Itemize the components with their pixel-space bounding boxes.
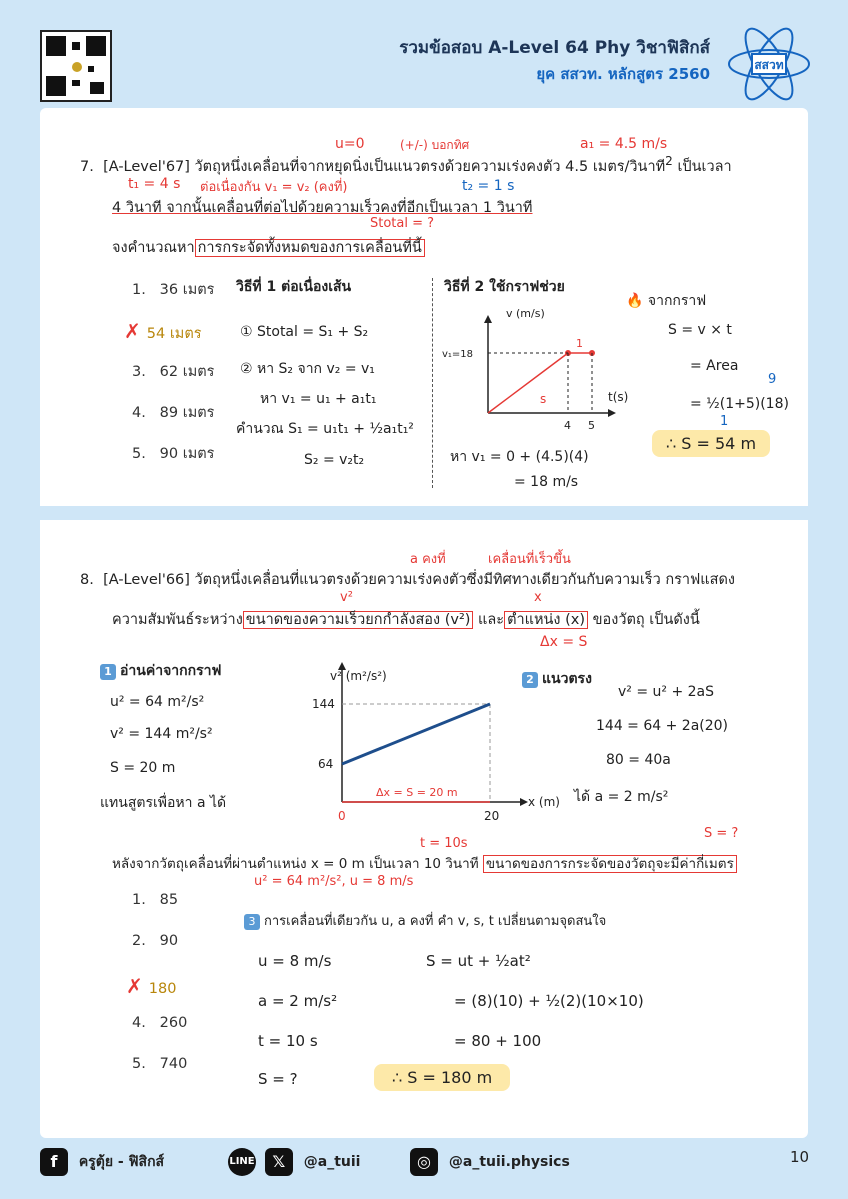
svg-text:สสวท: สสวท [754, 58, 784, 72]
method1-line: คำนวณ S₁ = u₁t₁ + ½a₁t₁² [236, 421, 414, 437]
y-tick-144: 144 [312, 697, 335, 711]
method1-line: หา v₁ = u₁ + a₁t₁ [260, 391, 377, 407]
q7-answer: ∴ S = 54 m [652, 430, 770, 457]
eq-title: 2 แนวตรง [522, 668, 592, 690]
annot-dx: Δx = S [540, 634, 588, 650]
step3-title: 3 การเคลื่อนที่เดียวกัน u, a คงที่ คำ v, s, t เปลี่ยนตามจุดสนใจ [244, 910, 606, 931]
footer-facebook[interactable]: f ครูตุ้ย - ฟิสิกส์ [40, 1148, 164, 1176]
y-tick-64: 64 [318, 757, 334, 771]
header-subtitle: ยุค สสวท. หลักสูตร 2560 [536, 65, 710, 83]
v1-label: v₁=18 [442, 349, 474, 360]
graph-calc-line: S = v × t [668, 322, 732, 338]
content-card [40, 108, 808, 1138]
graph-calc-line: = ½(1+5)(18) [690, 396, 789, 412]
x-tick-0: 0 [338, 809, 346, 823]
footer-instagram[interactable]: ◎ @a_tuii.physics [410, 1148, 570, 1176]
given-line: u = 8 m/s [258, 952, 332, 970]
read-line: แทนสูตรเพื่อหา a ได้ [100, 795, 227, 811]
annot-v1v2: ต่อเนื่องกัน v₁ = v₂ (คงที่) [200, 180, 348, 195]
read-title: 1 อ่านค่าจากกราฟ [100, 660, 221, 682]
x-tick-20: 20 [484, 809, 500, 823]
tick-5: 5 [588, 419, 595, 432]
q7-option-1[interactable]: 1. 36 เมตร [132, 282, 215, 298]
solve-line: = 80 + 100 [454, 1032, 542, 1050]
facebook-icon: f [40, 1148, 68, 1176]
annot-t10: t = 10s [420, 836, 468, 851]
method1-line: S₂ = v₂t₂ [304, 452, 365, 468]
question-divider [40, 506, 808, 520]
annot-stotal: Stotal = ? [370, 216, 435, 231]
x-axis-label: x (m) [528, 795, 560, 809]
method1-line: ① Stotal = S₁ + S₂ [240, 324, 369, 340]
given-line: S = ? [258, 1070, 298, 1088]
q7-line3: จงคำนวณหา การกระจัดทั้งหมดของการเคลื่อนที่นี้ [112, 236, 425, 259]
q8-option-1[interactable]: 1. 85 [132, 892, 179, 908]
solve-line: S = ut + ½at² [426, 952, 531, 970]
q7-line1: 7. [A-Level'67] วัตถุหนึ่งเคลื่อนที่จากหยุดนิ่งเป็นแนวตรงด้วยความเร่งคงตัว 4.5 เมตร/วินาที$^2$ เป็นเวลา [80, 154, 732, 175]
eq-line: 80 = 40a [606, 752, 671, 768]
dx-label: Δx = S = 20 m [376, 786, 458, 799]
given-line: a = 2 m/s² [258, 992, 338, 1010]
graph-calc-title: 🔥 จากกราฟ [626, 293, 707, 309]
q8-option-3[interactable]: ✗ 180 [126, 974, 177, 998]
q7-option-3[interactable]: 3. 62 เมตร [132, 364, 215, 380]
q8-option-4[interactable]: 4. 260 [132, 1015, 188, 1031]
eq-line: 144 = 64 + 2a(20) [596, 718, 729, 734]
q8-line2: ความสัมพันธ์ระหว่าง ขนาดของความเร็วยกกำลังสอง (v²) และ ตำแหน่ง (x) ของวัตถุ เป็นดังนี้ [112, 612, 700, 628]
method-separator [432, 278, 433, 488]
method2-title: วิธีที่ 2 ใช้กราฟช่วย [444, 279, 565, 295]
cancel-one: 1 [720, 414, 729, 429]
qr-code[interactable] [40, 30, 112, 102]
header-title: รวมข้อสอบ A-Level 64 Phy วิชาฟิสิกส์ [399, 38, 710, 58]
eq-line: ได้ a = 2 m/s² [574, 789, 669, 805]
v-axis-label: v (m/s) [506, 307, 545, 320]
q8-option-5[interactable]: 5. 740 [132, 1056, 188, 1072]
annot-u-info: u² = 64 m²/s², u = 8 m/s [254, 874, 414, 889]
given-line: t = 10 s [258, 1032, 318, 1050]
annot-direction: (+/-) บอกทิศ [400, 138, 470, 152]
interval-label: 1 [576, 337, 583, 350]
read-line: v² = 144 m²/s² [110, 726, 213, 742]
q7-option-4[interactable]: 4. 89 เมตร [132, 405, 215, 421]
read-line: u² = 64 m²/s² [110, 694, 205, 710]
annot-x: x [534, 590, 542, 605]
line-icon: LINE [228, 1148, 256, 1176]
q7-option-2[interactable]: ✗ 54 เมตร [124, 319, 202, 343]
page-number: 10 [790, 1148, 810, 1166]
footer-line-x[interactable]: LINE 𝕏 @a_tuii [228, 1148, 360, 1176]
find-v1: หา v₁ = 0 + (4.5)(4) [450, 449, 589, 465]
x-icon: 𝕏 [265, 1148, 293, 1176]
graph-calc-line: = Area [690, 358, 739, 374]
annot-s-q: S = ? [704, 826, 739, 841]
annot-a1: a₁ = 4.5 m/s [580, 136, 668, 152]
annot-v2: v² [340, 590, 353, 605]
solve-line: = (8)(10) + ½(2)(10×10) [454, 992, 644, 1010]
tick-4: 4 [564, 419, 571, 432]
q8-question: หลังจากวัตถุเคลื่อนที่ผ่านตำแหน่ง x = 0 m เป็นเวลา 10 วินาที ขนาดของการกระจัดของวัตถุจะมีค่ากี่เมตร [112, 852, 737, 874]
q7-line2: 4 วินาที จากนั้นเคลื่อนที่ต่อไปด้วยความเร็วคงที่อีกเป็นเวลา 1 วินาที [112, 200, 533, 216]
q7-option-5[interactable]: 5. 90 เมตร [132, 446, 215, 462]
ipst-logo [724, 24, 814, 104]
q8-option-2[interactable]: 2. 90 [132, 933, 179, 949]
read-line: S = 20 m [110, 760, 176, 776]
t-axis-label: t(s) [608, 390, 629, 404]
annot-t1: t₁ = 4 s [128, 176, 181, 192]
annot-u0: u=0 [335, 136, 365, 152]
v2-axis-label: v² (m²/s²) [330, 669, 387, 683]
annot-a-const: a คงที่ [410, 552, 446, 567]
annot-faster: เคลื่อนที่เร็วขึ้น [488, 552, 571, 567]
area-label: s [540, 392, 547, 406]
vt-graph [440, 303, 650, 443]
instagram-icon: ◎ [410, 1148, 438, 1176]
annot-t2: t₂ = 1 s [462, 178, 515, 194]
cancel-nine: 9 [768, 372, 777, 387]
method1-title: วิธีที่ 1 ต่อเนื่องเส้น [236, 279, 352, 295]
method1-line: ② หา S₂ จาก v₂ = v₁ [240, 361, 375, 377]
eq-line: v² = u² + 2aS [618, 684, 715, 700]
q8-line1: 8. [A-Level'66] วัตถุหนึ่งเคลื่อนที่แนวตรงด้วยความเร่งคงตัวซึ่งมีทิศทางเดียวกันกับความเร็ว กราฟแสดง [80, 572, 735, 588]
q8-answer: ∴ S = 180 m [374, 1064, 510, 1091]
v1-result: = 18 m/s [514, 474, 579, 490]
